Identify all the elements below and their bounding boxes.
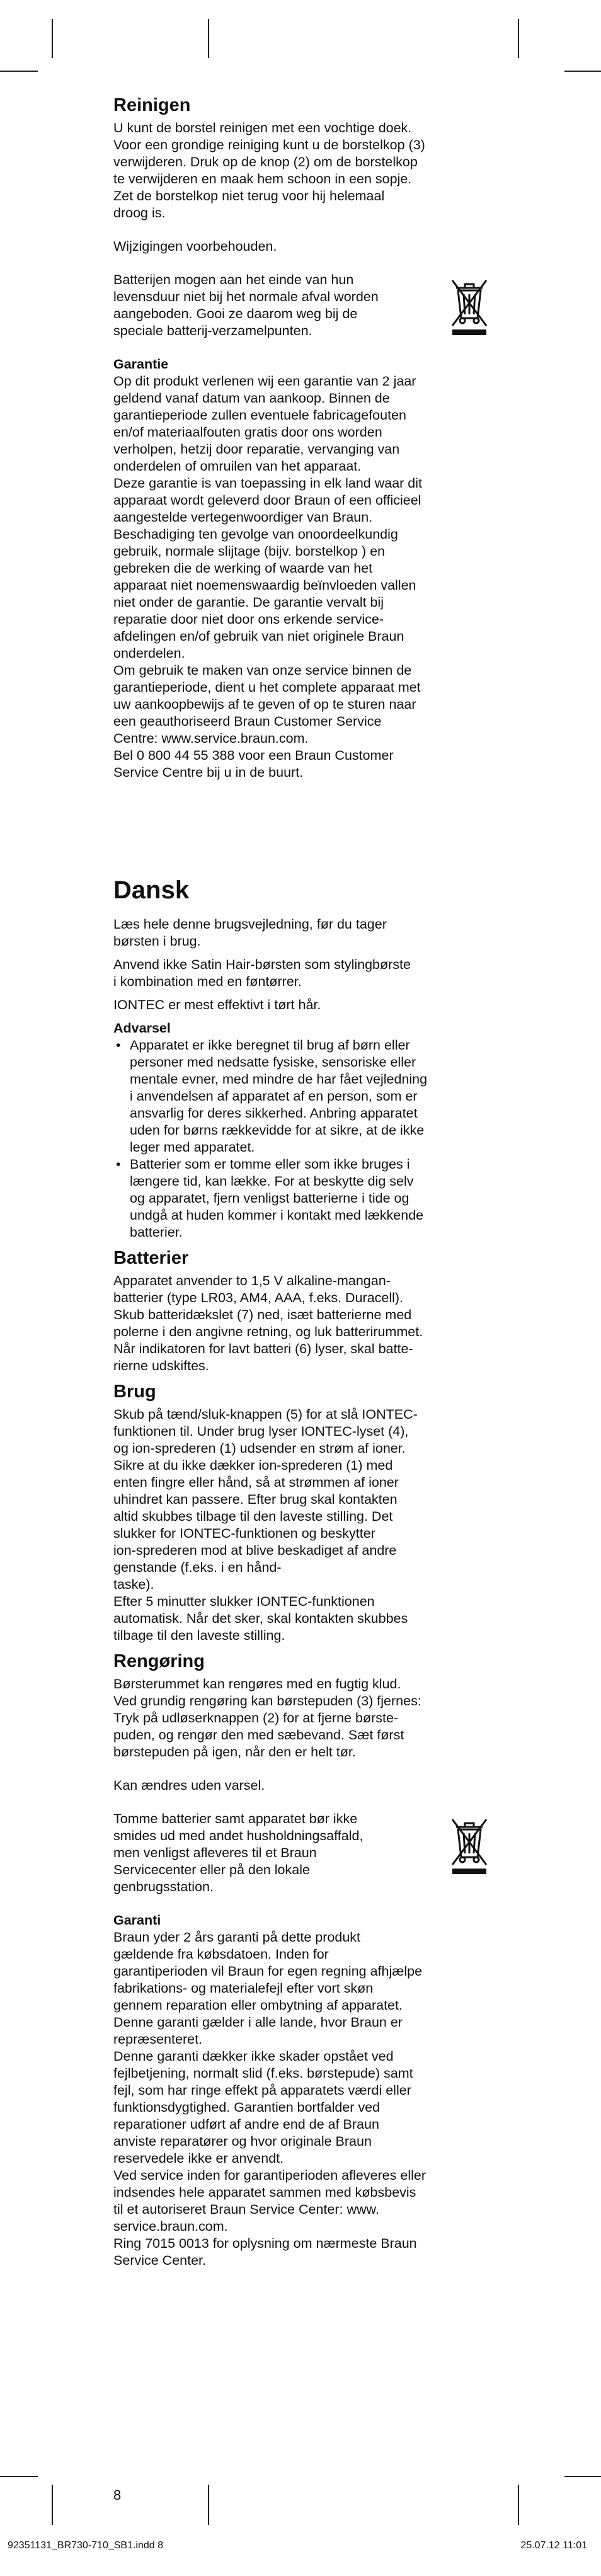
crop-mark <box>208 19 209 58</box>
list-item: • Batterier som er tomme eller som ikke bruges i længere tid, kan lække. For at beskytte dig selv og apparatet, fjern venligst batterierne i tide og undgå at huden kommer i kontakt med lækkende batterier. <box>113 1156 491 1241</box>
paragraph-reinigen: U kunt de borstel reinigen met een vochtige doek. Voor een grondige reiniging kunt u de borstelkop (3) verwijderen. Druk op de knop (2) om de borstelkop te verwijderen en maak hem schoon in een sopje. Zet de borstelkop niet terug voor hij helemaal droog is. <box>113 120 425 220</box>
section-heading-brug: Brug <box>113 1382 156 1402</box>
section-heading-garanti: Garanti <box>113 1913 161 1928</box>
battery-disposal-text: Batterijen mogen aan het einde van hun levensduur niet bij het normale afval worden aangeboden. Gooi ze daarom weg bij de speciale batterij-verzamelpunten. <box>113 272 379 338</box>
section-heading-batterier: Batterier <box>113 1248 189 1268</box>
crop-mark <box>518 19 519 58</box>
language-title-dansk: Dansk <box>113 876 190 904</box>
crop-mark <box>564 2476 601 2477</box>
section-heading-reinigen: Reinigen <box>113 95 191 115</box>
battery-disposal-note <box>113 1811 491 1896</box>
battery-disposal-text: Tomme batterier samt apparatet bør ikke smides ud med andet husholdningsaffald, men venligst afleveres til et Braun Servicecenter eller på den lokale genbrugsstation. <box>113 1811 363 1894</box>
crop-mark <box>52 19 53 58</box>
crop-mark <box>52 2485 53 2525</box>
changes-note: Wijzigingen voorbehouden. <box>113 239 277 254</box>
crossed-out-wheelie-bin-icon <box>447 1813 491 1876</box>
crop-mark <box>564 71 601 72</box>
paragraph-garantie: Op dit produkt verlenen wij een garantie van 2 jaar geldend vanaf datum van aankoop. Binnen de garantieperiode zullen eventuele fabricagefouten en/of materiaalfouten gratis door ons worden verholpen, hetzij door reparatie, vervanging van onderdelen of omruilen van het apparaat. Deze garantie is van toepassing in elk land waar dit apparaat wordt geleverd door Braun of een officieel aangestelde vertegenwoordiger van Braun. Beschadiging ten gevolge van onoordeelkundig gebruik, normale slijtage (bijv. borstelkop ) en gebreken die de werking of waarde van het apparaat niet noemenswaardig beïnvloeden vallen niet onder de garantie. De garantie vervalt bij reparatie door niet door ons erkende service- afdelingen en/of gebruik van niet originele Braun onderdelen. Om gebruik te maken van onze service binnen de garantieperiode, dient u het complete apparaat met uw aankoopbewijs af te geven of op te sturen naar een geauthoriseerd Braun Customer Service Centre: www.service.braun.com. Bel 0 800 44 55 388 voor een Braun Customer Service Centre bij u in de buurt. <box>113 374 423 780</box>
section-heading-rengoring: Rengøring <box>113 1651 205 1671</box>
paragraph-batterier: Apparatet anvender to 1,5 V alkaline-mangan- batterier (type LR03, AM4, AAA, f.eks. Duracell). Skub batteridækslet (7) ned, isæt batterierne med polerne i den angivne retning, og luk batterirummet. Når indikatoren for lavt batteri (6) lyser, skal batte- rierne udskiftes. <box>113 1273 423 1373</box>
intro-paragraph-3: IONTEC er mest effektivt i tørt hår. <box>113 997 321 1012</box>
footer-filename: 92351131_BR730-710_SB1.indd 8 <box>8 2540 164 2551</box>
section-heading-garantie: Garantie <box>113 357 169 372</box>
intro-paragraph-1: Læs hele denne brugsvejledning, før du tager børsten i brug. <box>113 917 387 949</box>
footer-date: 25.07.12 11:01 <box>520 2540 587 2551</box>
paragraph-brug: Skub på tænd/sluk-knappen (5) for at slå IONTEC- funktionen til. Under brug lyser IONTEC-lyset (4), og ion-sprederen (1) udsender en strøm af ioner. Sikre at du ikke dækker ion-sprederen (1) med enten fingre eller hånd, så at strømmen af ioner uhindret kan passere. Efter brug skal kontakten altid skubbes tilbage til den laveste stilling. Det slukker for IONTEC-funktionen og beskytter ion-sprederen mod at blive beskadiget af andre genstande (f.eks. i en hånd- taske). Efter 5 minutter slukker IONTEC-funktionen automatisk. Når det sker, skal kontakten skubbes tilbage til den laveste stilling. <box>113 1407 418 1643</box>
battery-disposal-note <box>113 272 491 340</box>
crop-mark <box>518 2485 519 2525</box>
warning-list <box>113 1037 491 1241</box>
list-item: • Apparatet er ikke beregnet til brug af børn eller personer med nedsatte fysiske, sensoriske eller mentale evner, med mindre de har fået vejledning i anvendelsen af apparatet af en person, som er ansvarlig for deres sikkerhed. Anbring apparatet uden for børns rækkevidde for at sikre, at de ikke leger med apparatet. <box>113 1037 491 1156</box>
crossed-out-wheelie-bin-icon <box>447 274 491 337</box>
intro-paragraph-2: Anvend ikke Satin Hair-børsten som stylingbørste i kombination med en føntørrer. <box>113 957 411 989</box>
crop-mark <box>208 2485 209 2525</box>
paragraph-rengoring: Børsterummet kan rengøres med en fugtig klud. Ved grundig rengøring kan børstepuden (3) fjernes: Tryk på udløserknappen (2) for at fjerne børste- puden, og rengør den med sæbevand. Sæt først børstepuden på igen, når den er helt tør. <box>113 1676 421 1760</box>
paragraph-garanti: Braun yder 2 års garanti på dette produkt gældende fra købsdatoen. Inden for garantiperioden vil Braun for egen regning afhjælpe fabrikations- og materialefejl efter vort skøn gennem reparation eller ombytning af apparatet. Denne garanti gælder i alle lande, hvor Braun er repræsenteret. Denne garanti dækker ikke skader opstået ved fejlbetjening, normalt slid (f.eks. børstepude) samt fejl, som har ringe effekt på apparatets værdi eller funktionsdygtighed. Garantien bortfalder ved reparationer udført af andre end de af Braun anviste reparatører og hvor originale Braun reservedele ikke er anvendt. Ved service inden for garantiperioden afleveres eller indsendes hele apparatet sammen med købsbevis til et autoriseret Braun Service Center: www. service.braun.com. Ring 7015 0013 for oplysning om nærmeste Braun Service Center. <box>113 1930 426 2268</box>
page-content <box>113 94 491 2275</box>
changes-note: Kan ændres uden varsel. <box>113 1778 265 1793</box>
page-number: 8 <box>113 2487 122 2503</box>
section-heading-advarsel: Advarsel <box>113 1021 171 1036</box>
crop-mark <box>0 2476 38 2477</box>
crop-mark <box>0 71 38 72</box>
